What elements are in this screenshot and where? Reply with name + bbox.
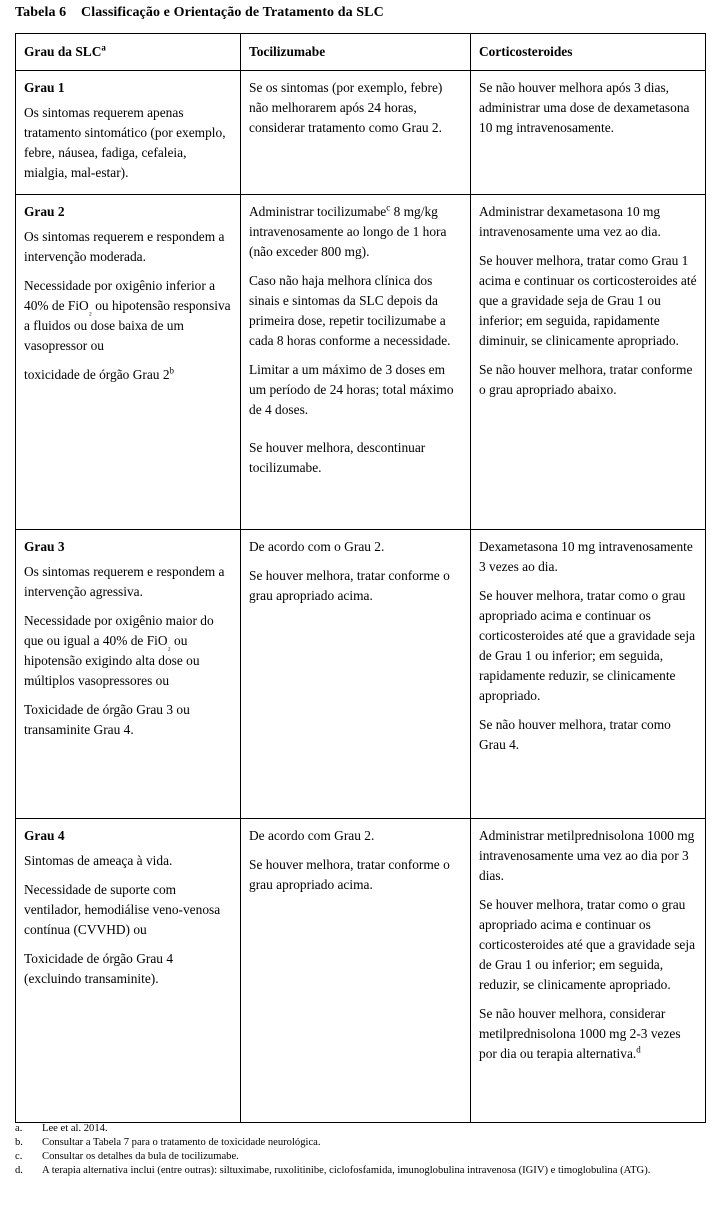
criteria-text: Os sintomas requerem e respondem a intervenção moderada. [24,229,225,264]
table-caption [15,5,384,21]
criteria-text: Toxicidade de órgão Grau 3 ou transaminite Grau 4. [24,702,190,737]
criteria-text [24,276,232,356]
criteria-text-part: ou hipotensão responsiva a fluidos ou dose baixa de um vasopressor ou [24,298,231,353]
footnote-text: Consultar a Tabela 7 para o tratamento de toxicidade neurológica. [42,1137,321,1148]
criteria-text: Os sintomas requerem apenas tratamento sintomático (por exemplo, febre, náusea, fadiga, cefaleia, mialgia, mal-estar). [24,105,226,180]
grade-label: Grau 1 [24,80,65,95]
footnote-mark: d. [15,1165,23,1176]
tocilizumab-text: De acordo com Grau 2. [249,828,375,843]
tocilizumab-text: Se houver melhora, tratar conforme o grau apropriado acima. [249,857,450,892]
tocilizumab-text: Caso não haja melhora clínica dos sinais e sintomas da SLC depois da primeira dose, repetir tocilizumabe a cada 8 horas conforme a necessidade. [249,273,451,348]
footnote-ref-c: c [386,202,391,213]
grade-1-criteria-cell [16,71,241,195]
tocilizumab-text: De acordo com o Grau 2. [249,539,385,554]
corticosteroids-text: Se não houver melhora após 3 dias, administrar uma dose de dexametasona 10 mg intravenosamente. [479,80,690,135]
corticosteroids-text: Dexametasona 10 mg intravenosamente 3 vezes ao dia. [479,539,693,574]
tocilizumab-text-part: Administrar tocilizumabe [249,204,387,219]
footnotes [15,1122,710,1178]
grade-2-corticosteroids-cell [471,195,706,530]
grade-label: Grau 2 [24,204,65,219]
grade-1-tocilizumab-cell [241,71,471,195]
corticosteroids-text: Se houver melhora, tratar como Grau 1 acima e continuar os corticosteroides até que a gravidade seja de Grau 1 ou inferior; em seguida, rapidamente diminuir, se clinicamente apropriado. [479,253,697,348]
grade-2-tocilizumab-cell [241,195,471,530]
crs-grading-table [15,33,706,1123]
corticosteroids-text: Se houver melhora, tratar como o grau apropriado acima e continuar os corticosteroides até que a gravidade seja de Grau 1 ou inferior; em seguida, rapidamente reduzir, se clinicamente apropriado. [479,588,696,703]
criteria-text [24,365,232,385]
corticosteroids-text: Administrar dexametasona 10 mg intravenosamente uma vez ao dia. [479,204,661,239]
grade-4-criteria-cell [16,819,241,1123]
header-corticosteroids: Corticosteroides [471,34,706,71]
table-row-grade-2 [16,195,706,530]
criteria-text: Toxicidade de órgão Grau 4 (excluindo transaminite). [24,951,174,986]
tocilizumab-text: Limitar a um máximo de 3 doses em um período de 24 horas; total máximo de 4 doses. [249,362,454,417]
footnote-text: Lee et al. 2014. [42,1123,108,1134]
grade-4-corticosteroids-cell [471,819,706,1123]
grade-4-tocilizumab-cell [241,819,471,1123]
footnote-ref-b: b [169,365,175,376]
corticosteroids-text: Se houver melhora, tratar como o grau apropriado acima e continuar os corticosteroides até que a gravidade seja de Grau 1 ou inferior; em seguida, reduzir, se clinicamente apropriado. [479,897,696,992]
footnote-mark: b. [15,1137,23,1148]
subscript-2: ₂ [88,305,92,316]
corticosteroids-text [479,1004,697,1064]
header-grade [16,34,241,71]
footnote-a [15,1122,710,1136]
grade-label: Grau 4 [24,828,65,843]
tocilizumab-text-part: 8 mg/kg intravenosamente ao longo de 1 hora (não exceder 800 mg). [249,204,447,259]
footnote-mark: c. [15,1151,23,1162]
header-grade-label: Grau da SLC [24,44,102,59]
criteria-text: Sintomas de ameaça à vida. [24,853,173,868]
table-title: Classificação e Orientação de Tratamento da SLC [81,5,384,20]
footnote-mark: a. [15,1123,23,1134]
footnote-d [15,1164,710,1178]
corticosteroids-text-part: Se não houver melhora, considerar metilprednisolona 1000 mg 2-3 vezes por dia ou terapia alternativa. [479,1006,681,1061]
grade-3-corticosteroids-cell [471,530,706,819]
tocilizumab-text: Se houver melhora, tratar conforme o grau apropriado acima. [249,568,450,603]
grade-label: Grau 3 [24,539,65,554]
criteria-text-part: ou hipotensão exigindo alta dose ou múltiplos vasopressores ou [24,633,200,688]
criteria-text: Os sintomas requerem e respondem a intervenção agressiva. [24,564,225,599]
tocilizumab-text: Se houver melhora, descontinuar tocilizumabe. [249,440,426,475]
grade-3-tocilizumab-cell [241,530,471,819]
footnote-ref-a: a [101,42,106,53]
criteria-text-part: Necessidade por oxigênio inferior a 40% de FiO [24,278,216,313]
header-tocilizumab: Tocilizumabe [241,34,471,71]
footnote-text: A terapia alternativa inclui (entre outras): siltuximabe, ruxolitinibe, ciclofosfamida, imunoglobulina intravenosa (IGIV) e timoglobulina (ATG). [42,1165,651,1176]
header-row [16,34,706,71]
tocilizumab-text: Se os sintomas (por exemplo, febre) não melhorarem após 24 horas, considerar tratamento como Grau 2. [249,80,443,135]
footnote-text: Consultar os detalhes da bula de tocilizumabe. [42,1151,239,1162]
corticosteroids-text: Administrar metilprednisolona 1000 mg intravenosamente uma vez ao dia por 3 dias. [479,828,695,883]
criteria-text [24,611,232,691]
tocilizumab-text [249,202,462,262]
subscript-2: ₂ [167,640,171,651]
corticosteroids-text: Se não houver melhora, tratar conforme o grau apropriado abaixo. [479,362,693,397]
grade-2-criteria-cell [16,195,241,530]
criteria-text-part: toxicidade de órgão Grau 2 [24,367,170,382]
criteria-text-part: Necessidade por oxigênio maior do que ou igual a 40% de FiO [24,613,214,648]
footnote-c [15,1150,710,1164]
criteria-text: Necessidade de suporte com ventilador, hemodiálise veno-venosa contínua (CVVHD) ou [24,882,221,937]
footnote-ref-d: d [636,1044,641,1055]
table-row-grade-1 [16,71,706,195]
grade-3-criteria-cell [16,530,241,819]
corticosteroids-text: Se não houver melhora, tratar como Grau 4. [479,717,671,752]
footnote-b [15,1136,710,1150]
table-row-grade-4 [16,819,706,1123]
grade-1-corticosteroids-cell [471,71,706,195]
table-number: Tabela 6 [15,5,67,20]
table-row-grade-3 [16,530,706,819]
